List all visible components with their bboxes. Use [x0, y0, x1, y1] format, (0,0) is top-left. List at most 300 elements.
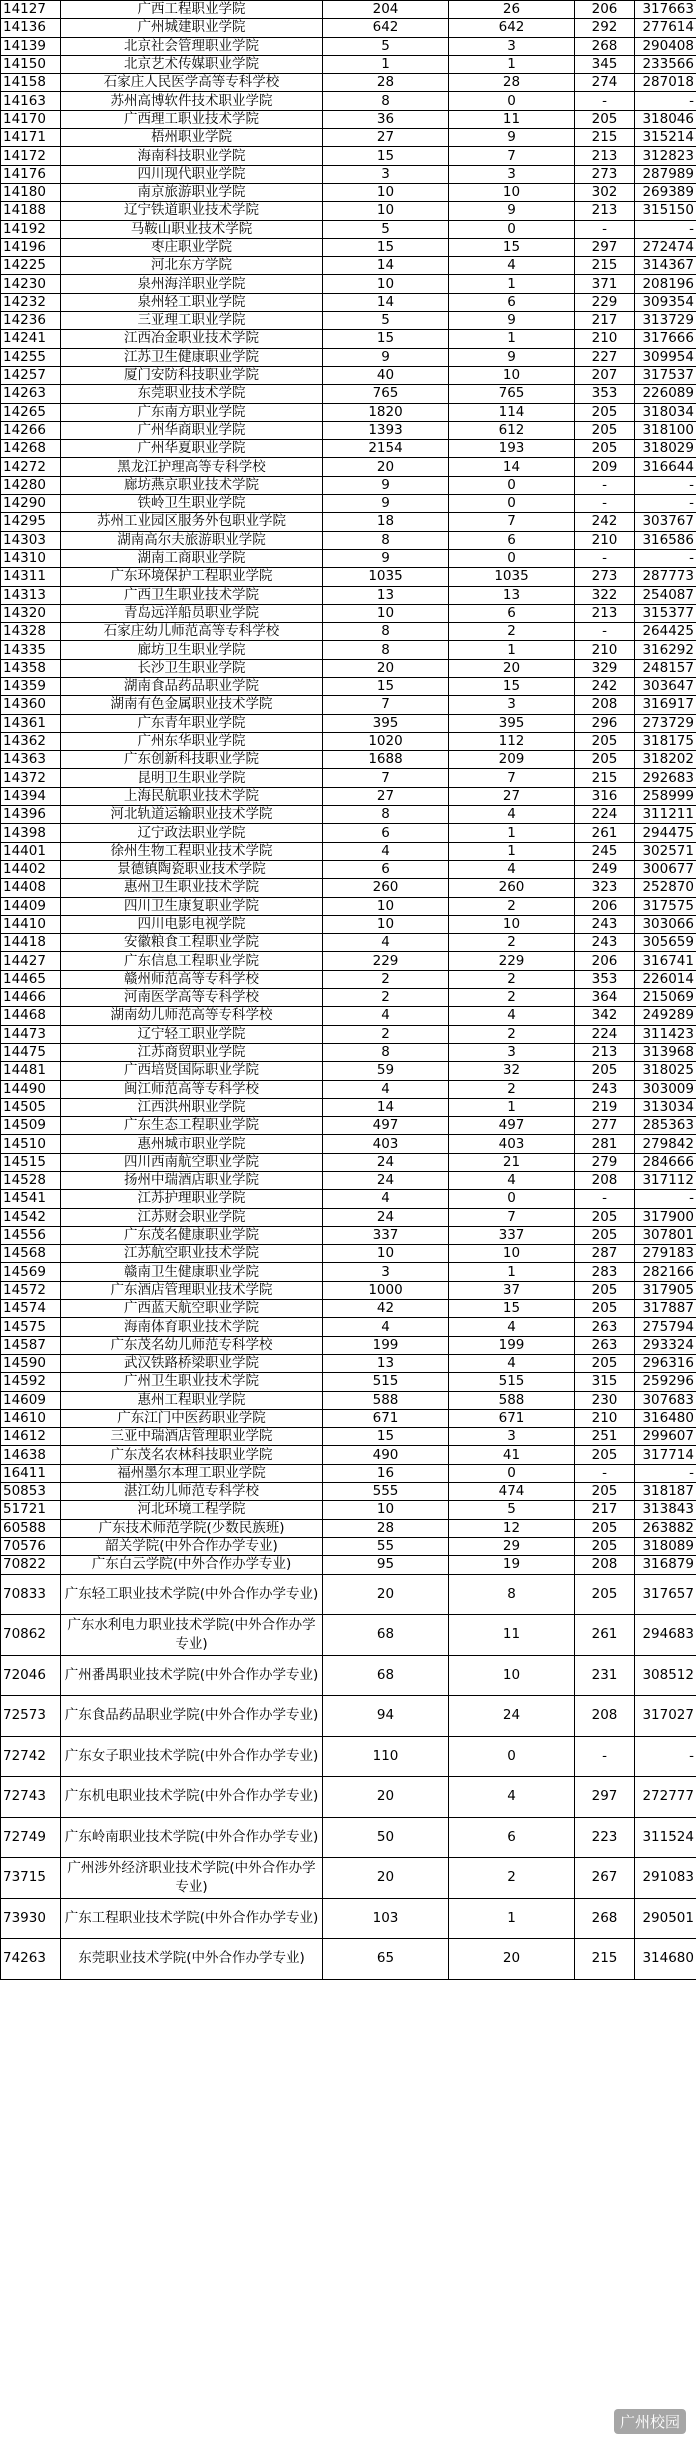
school-code-cell: 70833 — [1, 1574, 61, 1615]
min-score-cell: 205 — [575, 421, 635, 439]
min-score-cell: - — [575, 549, 635, 567]
school-name-cell: 江苏商贸职业学院 — [61, 1043, 323, 1061]
admitted-count-cell: 337 — [449, 1226, 575, 1244]
school-code-cell: 14590 — [1, 1354, 61, 1372]
school-name-cell: 长沙卫生职业学院 — [61, 659, 323, 677]
table-row — [1, 842, 696, 860]
school-name-cell: 四川电影电视学院 — [61, 915, 323, 933]
min-rank-cell: 318029 — [635, 440, 696, 458]
school-name-cell: 四川现代职业学院 — [61, 165, 323, 183]
min-rank-cell: 292683 — [635, 769, 696, 787]
admitted-count-cell: 12 — [449, 1519, 575, 1537]
school-name-cell: 安徽粮食工程职业学院 — [61, 934, 323, 952]
school-code-cell: 14335 — [1, 641, 61, 659]
school-name-cell: 广东茂名幼儿师范专科学校 — [61, 1336, 323, 1354]
table-row — [1, 165, 696, 183]
min-rank-cell: 273729 — [635, 714, 696, 732]
school-code-cell: 14372 — [1, 769, 61, 787]
admitted-count-cell: 497 — [449, 1117, 575, 1135]
min-score-cell: 205 — [575, 732, 635, 750]
plan-count-cell: 95 — [323, 1556, 449, 1574]
min-rank-cell: 226089 — [635, 385, 696, 403]
school-code-cell: 14188 — [1, 202, 61, 220]
school-name-cell: 福州墨尔本理工职业学院 — [61, 1464, 323, 1482]
admitted-count-cell: 9 — [449, 129, 575, 147]
min-score-cell: 205 — [575, 751, 635, 769]
min-rank-cell: 252870 — [635, 879, 696, 897]
min-score-cell: 224 — [575, 806, 635, 824]
table-row — [1, 1007, 696, 1025]
min-score-cell: 263 — [575, 1336, 635, 1354]
school-name-cell: 湖南工商职业学院 — [61, 549, 323, 567]
admitted-count-cell: 9 — [449, 312, 575, 330]
min-rank-cell: 309354 — [635, 293, 696, 311]
school-name-cell: 厦门安防科技职业学院 — [61, 366, 323, 384]
school-name-cell: 四川西南航空职业学院 — [61, 1153, 323, 1171]
min-rank-cell: 279842 — [635, 1135, 696, 1153]
admitted-count-cell: 3 — [449, 1043, 575, 1061]
school-code-cell: 14394 — [1, 787, 61, 805]
min-rank-cell: 303009 — [635, 1080, 696, 1098]
table-row — [1, 1190, 696, 1208]
admitted-count-cell: 2 — [449, 1858, 575, 1899]
school-code-cell: 72573 — [1, 1696, 61, 1737]
min-rank-cell: 303647 — [635, 677, 696, 695]
table-row — [1, 897, 696, 915]
min-rank-cell: 254087 — [635, 586, 696, 604]
table-row — [1, 1519, 696, 1537]
school-code-cell: 14410 — [1, 915, 61, 933]
table-row — [1, 879, 696, 897]
school-code-cell: 51721 — [1, 1501, 61, 1519]
plan-count-cell: 515 — [323, 1373, 449, 1391]
school-name-cell: 广东茂名农林科技职业学院 — [61, 1446, 323, 1464]
plan-count-cell: 10 — [323, 897, 449, 915]
admitted-count-cell: 7 — [449, 513, 575, 531]
plan-count-cell: 9 — [323, 495, 449, 513]
admitted-count-cell: 0 — [449, 549, 575, 567]
table-row — [1, 1172, 696, 1190]
min-rank-cell: 296316 — [635, 1354, 696, 1372]
plan-count-cell: 65 — [323, 1939, 449, 1980]
min-rank-cell: 233566 — [635, 55, 696, 73]
school-name-cell: 广东轻工职业技术学院(中外合作办学专业) — [61, 1574, 323, 1615]
plan-count-cell: 15 — [323, 1428, 449, 1446]
min-rank-cell: 317887 — [635, 1300, 696, 1318]
plan-count-cell: 50 — [323, 1817, 449, 1858]
plan-count-cell: 14 — [323, 1098, 449, 1116]
min-rank-cell: 307683 — [635, 1391, 696, 1409]
table-row — [1, 586, 696, 604]
plan-count-cell: 27 — [323, 787, 449, 805]
plan-count-cell: 6 — [323, 860, 449, 878]
plan-count-cell: 229 — [323, 952, 449, 970]
admitted-count-cell: 19 — [449, 1556, 575, 1574]
school-code-cell: 14505 — [1, 1098, 61, 1116]
admitted-count-cell: 0 — [449, 495, 575, 513]
min-rank-cell: 316644 — [635, 458, 696, 476]
min-rank-cell: 318089 — [635, 1537, 696, 1555]
school-code-cell: 60588 — [1, 1519, 61, 1537]
min-score-cell: 297 — [575, 1777, 635, 1818]
school-code-cell: 14139 — [1, 37, 61, 55]
admitted-count-cell: 11 — [449, 110, 575, 128]
table-row — [1, 1655, 696, 1696]
plan-count-cell: 10 — [323, 275, 449, 293]
school-name-cell: 铁岭卫生职业学院 — [61, 495, 323, 513]
table-row — [1, 1062, 696, 1080]
plan-count-cell: 28 — [323, 1519, 449, 1537]
admitted-count-cell: 24 — [449, 1696, 575, 1737]
min-rank-cell: 308512 — [635, 1655, 696, 1696]
school-name-cell: 青岛远洋船员职业学院 — [61, 604, 323, 622]
watermark-text: 广州校园 — [614, 2409, 686, 2434]
school-code-cell: 14263 — [1, 385, 61, 403]
plan-count-cell: 1820 — [323, 403, 449, 421]
table-row — [1, 1354, 696, 1372]
table-row — [1, 1556, 696, 1574]
min-rank-cell: - — [635, 1190, 696, 1208]
table-row — [1, 1318, 696, 1336]
school-name-cell: 广州涉外经济职业技术学院(中外合作办学专业) — [61, 1858, 323, 1899]
plan-count-cell: 55 — [323, 1537, 449, 1555]
school-name-cell: 四川卫生康复职业学院 — [61, 897, 323, 915]
school-code-cell: 16411 — [1, 1464, 61, 1482]
school-code-cell: 14418 — [1, 934, 61, 952]
school-name-cell: 广西工程职业学院 — [61, 1, 323, 19]
min-score-cell: 224 — [575, 1025, 635, 1043]
plan-count-cell: 1393 — [323, 421, 449, 439]
table-row — [1, 183, 696, 201]
school-code-cell: 14241 — [1, 330, 61, 348]
min-score-cell: 261 — [575, 824, 635, 842]
table-row — [1, 476, 696, 494]
min-score-cell: 243 — [575, 915, 635, 933]
min-rank-cell: 258999 — [635, 787, 696, 805]
table-row — [1, 1117, 696, 1135]
table-row — [1, 1025, 696, 1043]
admitted-count-cell: 13 — [449, 586, 575, 604]
admitted-count-cell: 2 — [449, 989, 575, 1007]
plan-count-cell: 5 — [323, 37, 449, 55]
min-rank-cell: 293324 — [635, 1336, 696, 1354]
table-row — [1, 824, 696, 842]
admitted-count-cell: 20 — [449, 659, 575, 677]
plan-count-cell: 1 — [323, 55, 449, 73]
min-score-cell: 287 — [575, 1245, 635, 1263]
plan-count-cell: 260 — [323, 879, 449, 897]
admitted-count-cell: 21 — [449, 1153, 575, 1171]
school-name-cell: 广东水利电力职业技术学院(中外合作办学专业) — [61, 1615, 323, 1656]
school-name-cell: 广东信息工程职业学院 — [61, 952, 323, 970]
table-row — [1, 330, 696, 348]
admitted-count-cell: 4 — [449, 1318, 575, 1336]
admitted-count-cell: 15 — [449, 677, 575, 695]
min-score-cell: 342 — [575, 1007, 635, 1025]
school-name-cell: 辽宁政法职业学院 — [61, 824, 323, 842]
school-name-cell: 广州华商职业学院 — [61, 421, 323, 439]
table-row — [1, 623, 696, 641]
school-name-cell: 广州华夏职业学院 — [61, 440, 323, 458]
admitted-count-cell: 1 — [449, 1098, 575, 1116]
admitted-count-cell: 2 — [449, 1080, 575, 1098]
admitted-count-cell: 41 — [449, 1446, 575, 1464]
min-rank-cell: 290501 — [635, 1898, 696, 1939]
school-code-cell: 72046 — [1, 1655, 61, 1696]
admitted-count-cell: 6 — [449, 531, 575, 549]
admitted-count-cell: 2 — [449, 623, 575, 641]
table-row — [1, 1483, 696, 1501]
school-code-cell: 14468 — [1, 1007, 61, 1025]
plan-count-cell: 490 — [323, 1446, 449, 1464]
table-row — [1, 714, 696, 732]
min-rank-cell: 313843 — [635, 1501, 696, 1519]
min-score-cell: 371 — [575, 275, 635, 293]
min-score-cell: 215 — [575, 129, 635, 147]
min-rank-cell: - — [635, 495, 696, 513]
school-code-cell: 14150 — [1, 55, 61, 73]
min-rank-cell: 249289 — [635, 1007, 696, 1025]
min-score-cell: 231 — [575, 1655, 635, 1696]
min-score-cell: 273 — [575, 165, 635, 183]
admitted-count-cell: 1 — [449, 275, 575, 293]
school-code-cell: 14396 — [1, 806, 61, 824]
table-row — [1, 1300, 696, 1318]
min-score-cell: 353 — [575, 385, 635, 403]
table-row — [1, 1208, 696, 1226]
school-name-cell: 徐州生物工程职业技术学院 — [61, 842, 323, 860]
admitted-count-cell: 4 — [449, 860, 575, 878]
plan-count-cell: 59 — [323, 1062, 449, 1080]
table-row — [1, 732, 696, 750]
school-code-cell: 74263 — [1, 1939, 61, 1980]
admitted-count-cell: 10 — [449, 366, 575, 384]
admitted-count-cell: 14 — [449, 458, 575, 476]
school-code-cell: 14158 — [1, 74, 61, 92]
admitted-count-cell: 2 — [449, 970, 575, 988]
table-row — [1, 1858, 696, 1899]
table-row — [1, 110, 696, 128]
min-score-cell: 296 — [575, 714, 635, 732]
table-row — [1, 1153, 696, 1171]
min-score-cell: 227 — [575, 348, 635, 366]
school-code-cell: 14362 — [1, 732, 61, 750]
plan-count-cell: 7 — [323, 696, 449, 714]
plan-count-cell: 9 — [323, 348, 449, 366]
table-row — [1, 1043, 696, 1061]
school-code-cell: 14170 — [1, 110, 61, 128]
school-code-cell: 14236 — [1, 312, 61, 330]
school-name-cell: 湖南幼儿师范高等专科学校 — [61, 1007, 323, 1025]
school-name-cell: 广东白云学院(中外合作办学专业) — [61, 1556, 323, 1574]
table-row — [1, 458, 696, 476]
table-row — [1, 220, 696, 238]
min-score-cell: 208 — [575, 1696, 635, 1737]
plan-count-cell: 1688 — [323, 751, 449, 769]
table-row — [1, 1263, 696, 1281]
min-rank-cell: 316586 — [635, 531, 696, 549]
plan-count-cell: 2154 — [323, 440, 449, 458]
plan-count-cell: 14 — [323, 257, 449, 275]
min-rank-cell: - — [635, 1464, 696, 1482]
school-name-cell: 广东青年职业学院 — [61, 714, 323, 732]
plan-count-cell: 4 — [323, 1080, 449, 1098]
min-score-cell: 281 — [575, 1135, 635, 1153]
min-score-cell: - — [575, 495, 635, 513]
table-row — [1, 769, 696, 787]
min-rank-cell: 316741 — [635, 952, 696, 970]
school-code-cell: 14230 — [1, 275, 61, 293]
school-name-cell: 三亚中瑞酒店管理职业学院 — [61, 1428, 323, 1446]
table-row — [1, 129, 696, 147]
min-score-cell: 208 — [575, 1172, 635, 1190]
plan-count-cell: 10 — [323, 915, 449, 933]
table-row — [1, 202, 696, 220]
min-score-cell: 205 — [575, 110, 635, 128]
min-score-cell: 249 — [575, 860, 635, 878]
min-rank-cell: 303066 — [635, 915, 696, 933]
admitted-count-cell: 6 — [449, 604, 575, 622]
min-score-cell: 251 — [575, 1428, 635, 1446]
school-name-cell: 北京艺术传媒职业学院 — [61, 55, 323, 73]
min-rank-cell: 259296 — [635, 1373, 696, 1391]
min-rank-cell: 263882 — [635, 1519, 696, 1537]
min-rank-cell: 272777 — [635, 1777, 696, 1818]
table-row — [1, 440, 696, 458]
admitted-count-cell: 1035 — [449, 568, 575, 586]
min-score-cell: 315 — [575, 1373, 635, 1391]
table-row — [1, 549, 696, 567]
min-rank-cell: 307801 — [635, 1226, 696, 1244]
admitted-count-cell: 26 — [449, 1, 575, 19]
plan-count-cell: 20 — [323, 1777, 449, 1818]
min-score-cell: 213 — [575, 202, 635, 220]
min-score-cell: 268 — [575, 1898, 635, 1939]
table-row — [1, 257, 696, 275]
min-score-cell: 283 — [575, 1263, 635, 1281]
admitted-count-cell: 28 — [449, 74, 575, 92]
min-score-cell: 292 — [575, 19, 635, 37]
table-row — [1, 696, 696, 714]
admitted-count-cell: 0 — [449, 476, 575, 494]
min-score-cell: 261 — [575, 1615, 635, 1656]
table-row — [1, 989, 696, 1007]
admitted-count-cell: 2 — [449, 1025, 575, 1043]
school-code-cell: 14268 — [1, 440, 61, 458]
school-name-cell: 闽江师范高等专科学校 — [61, 1080, 323, 1098]
plan-count-cell: 6 — [323, 824, 449, 842]
plan-count-cell: 765 — [323, 385, 449, 403]
school-name-cell: 泉州海洋职业学院 — [61, 275, 323, 293]
admitted-count-cell: 642 — [449, 19, 575, 37]
school-name-cell: 惠州卫生职业技术学院 — [61, 879, 323, 897]
school-name-cell: 广东机电职业技术学院(中外合作办学专业) — [61, 1777, 323, 1818]
plan-count-cell: 110 — [323, 1736, 449, 1777]
admitted-count-cell: 6 — [449, 293, 575, 311]
school-name-cell: 广东工程职业技术学院(中外合作办学专业) — [61, 1898, 323, 1939]
plan-count-cell: 4 — [323, 934, 449, 952]
school-code-cell: 14313 — [1, 586, 61, 604]
table-row — [1, 1135, 696, 1153]
school-name-cell: 三亚理工职业学院 — [61, 312, 323, 330]
min-rank-cell: 279183 — [635, 1245, 696, 1263]
school-code-cell: 14295 — [1, 513, 61, 531]
school-code-cell: 14136 — [1, 19, 61, 37]
school-name-cell: 赣南卫生健康职业学院 — [61, 1263, 323, 1281]
table-row — [1, 1537, 696, 1555]
school-name-cell: 广东酒店管理职业技术学院 — [61, 1281, 323, 1299]
min-rank-cell: 316917 — [635, 696, 696, 714]
min-score-cell: 206 — [575, 952, 635, 970]
school-name-cell: 广西卫生职业技术学院 — [61, 586, 323, 604]
admitted-count-cell: 199 — [449, 1336, 575, 1354]
school-name-cell: 江西冶金职业技术学院 — [61, 330, 323, 348]
plan-count-cell: 8 — [323, 623, 449, 641]
table-row — [1, 92, 696, 110]
admitted-count-cell: 474 — [449, 1483, 575, 1501]
table-row — [1, 751, 696, 769]
admitted-count-cell: 10 — [449, 1245, 575, 1263]
school-code-cell: 14290 — [1, 495, 61, 513]
school-name-cell: 江苏航空职业技术学院 — [61, 1245, 323, 1263]
min-score-cell: 208 — [575, 696, 635, 714]
admitted-count-cell: 1 — [449, 641, 575, 659]
plan-count-cell: 4 — [323, 1190, 449, 1208]
admitted-count-cell: 10 — [449, 183, 575, 201]
school-name-cell: 广州番禺职业技术学院(中外合作办学专业) — [61, 1655, 323, 1696]
min-rank-cell: 317575 — [635, 897, 696, 915]
min-score-cell: 205 — [575, 1446, 635, 1464]
plan-count-cell: 28 — [323, 74, 449, 92]
school-name-cell: 泉州轻工职业学院 — [61, 293, 323, 311]
school-name-cell: 江苏卫生健康职业学院 — [61, 348, 323, 366]
school-code-cell: 14402 — [1, 860, 61, 878]
min-rank-cell: - — [635, 220, 696, 238]
min-rank-cell: 303767 — [635, 513, 696, 531]
plan-count-cell: 3 — [323, 165, 449, 183]
table-row — [1, 1, 696, 19]
admitted-count-cell: 20 — [449, 1939, 575, 1980]
admitted-count-cell: 15 — [449, 238, 575, 256]
school-code-cell: 14542 — [1, 1208, 61, 1226]
min-score-cell: 230 — [575, 1391, 635, 1409]
min-score-cell: 205 — [575, 1062, 635, 1080]
table-row — [1, 403, 696, 421]
min-rank-cell: 317714 — [635, 1446, 696, 1464]
min-rank-cell: 311524 — [635, 1817, 696, 1858]
school-code-cell: 14481 — [1, 1062, 61, 1080]
min-score-cell: 302 — [575, 183, 635, 201]
min-rank-cell: 315377 — [635, 604, 696, 622]
school-code-cell: 14232 — [1, 293, 61, 311]
school-code-cell: 14490 — [1, 1080, 61, 1098]
min-score-cell: 210 — [575, 641, 635, 659]
table-row — [1, 385, 696, 403]
min-score-cell: 242 — [575, 513, 635, 531]
min-rank-cell: 287018 — [635, 74, 696, 92]
admitted-count-cell: 3 — [449, 696, 575, 714]
table-row — [1, 348, 696, 366]
table-row — [1, 659, 696, 677]
min-score-cell: 277 — [575, 1117, 635, 1135]
school-code-cell: 14568 — [1, 1245, 61, 1263]
table-row — [1, 860, 696, 878]
min-score-cell: 205 — [575, 1300, 635, 1318]
school-name-cell: 廊坊卫生职业学院 — [61, 641, 323, 659]
min-score-cell: 229 — [575, 293, 635, 311]
plan-count-cell: 20 — [323, 1574, 449, 1615]
school-name-cell: 黑龙江护理高等专科学校 — [61, 458, 323, 476]
